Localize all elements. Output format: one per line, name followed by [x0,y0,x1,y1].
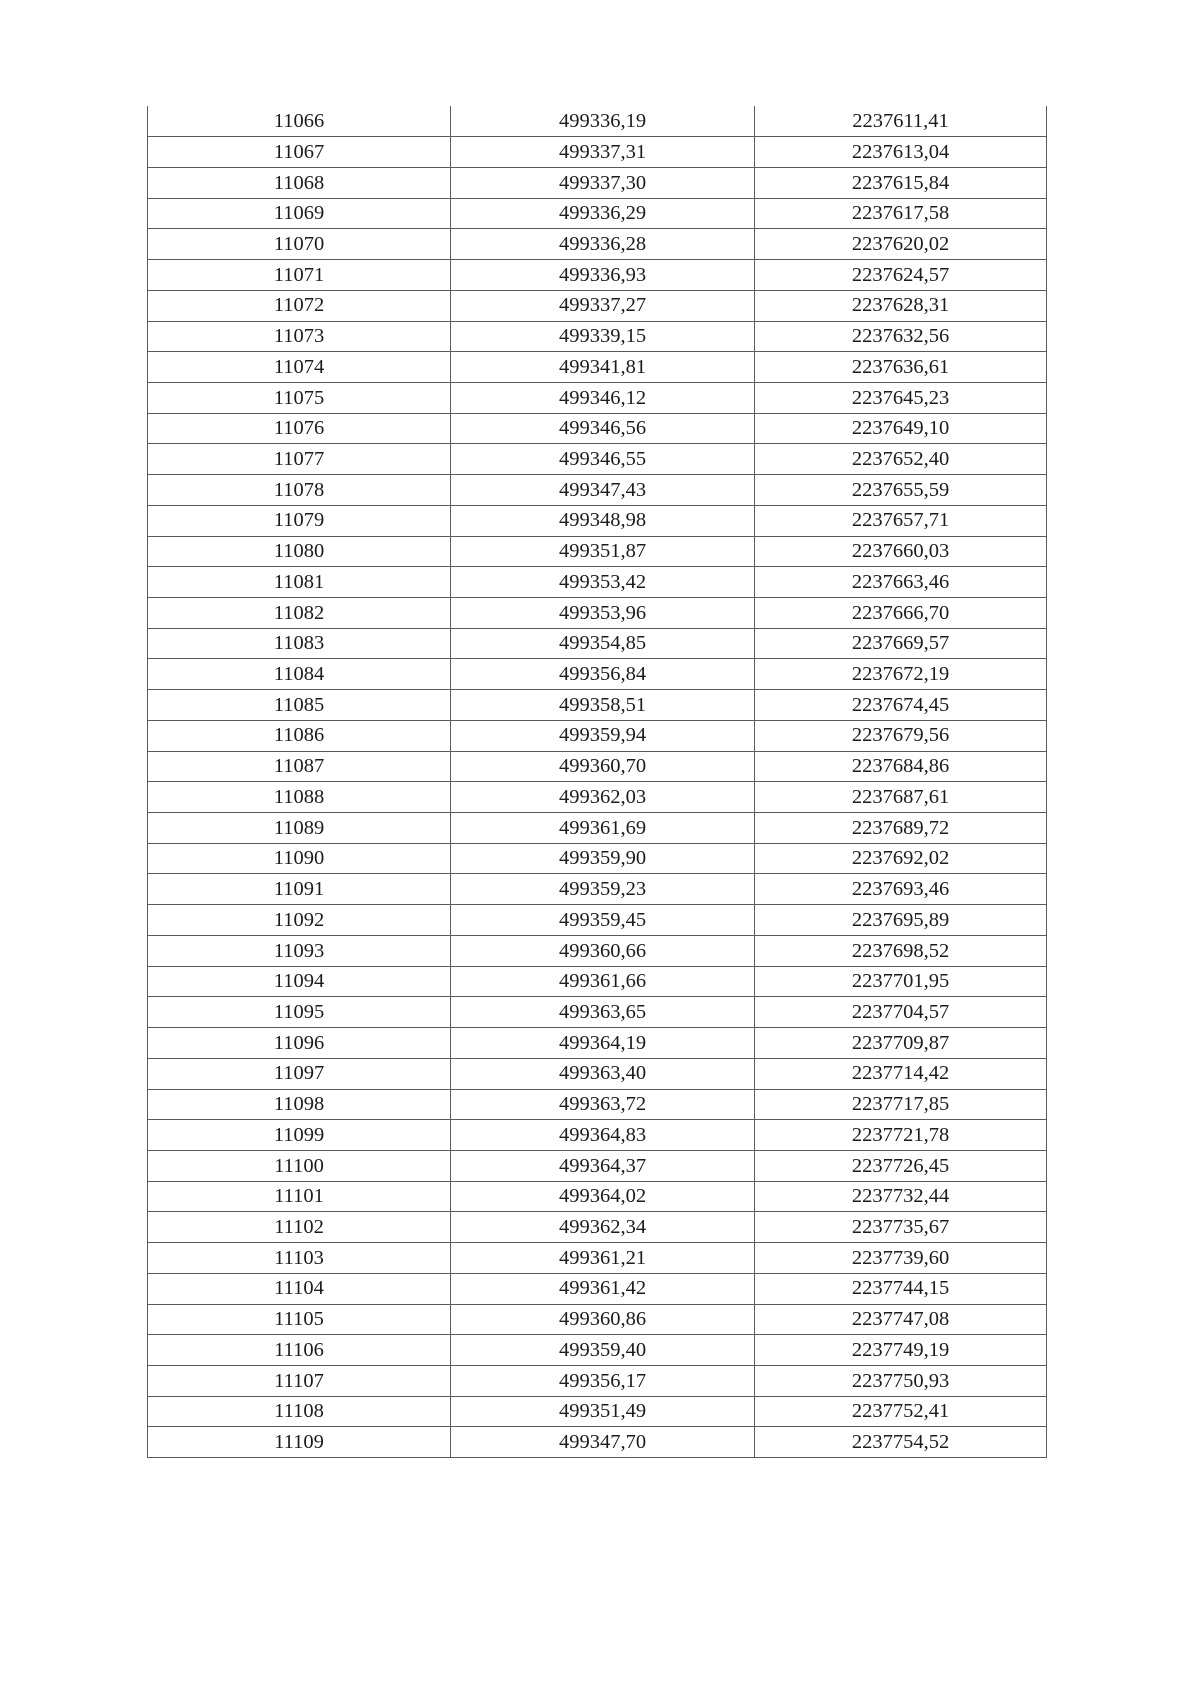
table-row [148,720,1047,751]
coordinate-2-cell: 2237721,78 [755,1120,1047,1151]
point-number-cell: 11098 [148,1089,451,1120]
point-number-cell: 11086 [148,720,451,751]
coordinate-2-cell: 2237750,93 [755,1365,1047,1396]
coordinate-2-cell: 2237744,15 [755,1273,1047,1304]
coordinate-1-cell: 499337,27 [451,290,755,321]
table-row [148,751,1047,782]
coordinate-1-cell: 499351,49 [451,1396,755,1427]
coordinate-1-cell: 499359,23 [451,874,755,905]
table-row [148,966,1047,997]
coordinate-2-cell: 2237620,02 [755,229,1047,260]
point-number-cell: 11109 [148,1427,451,1458]
coordinate-2-cell: 2237617,58 [755,198,1047,229]
point-number-cell: 11100 [148,1150,451,1181]
coordinate-1-cell: 499360,66 [451,935,755,966]
coordinate-1-cell: 499362,34 [451,1212,755,1243]
coordinate-2-cell: 2237693,46 [755,874,1047,905]
coordinate-1-cell: 499346,12 [451,382,755,413]
point-number-cell: 11096 [148,1028,451,1059]
point-number-cell: 11102 [148,1212,451,1243]
table-row [148,137,1047,168]
table-row [148,905,1047,936]
coordinate-2-cell: 2237695,89 [755,905,1047,936]
point-number-cell: 11088 [148,782,451,813]
point-number-cell: 11074 [148,352,451,383]
coordinate-2-cell: 2237615,84 [755,167,1047,198]
coordinate-1-cell: 499346,56 [451,413,755,444]
coordinate-1-cell: 499358,51 [451,690,755,721]
table-row [148,628,1047,659]
table-row [148,874,1047,905]
point-number-cell: 11089 [148,813,451,844]
point-number-cell: 11108 [148,1396,451,1427]
coordinate-1-cell: 499361,21 [451,1243,755,1274]
table-row [148,1365,1047,1396]
coordinate-2-cell: 2237735,67 [755,1212,1047,1243]
coordinate-2-cell: 2237747,08 [755,1304,1047,1335]
coordinate-1-cell: 499361,42 [451,1273,755,1304]
point-number-cell: 11101 [148,1181,451,1212]
coordinate-2-cell: 2237652,40 [755,444,1047,475]
coordinate-2-cell: 2237749,19 [755,1335,1047,1366]
point-number-cell: 11087 [148,751,451,782]
table-row [148,413,1047,444]
coordinate-1-cell: 499359,40 [451,1335,755,1366]
table-row [148,290,1047,321]
point-number-cell: 11078 [148,475,451,506]
point-number-cell: 11084 [148,659,451,690]
coordinate-1-cell: 499336,29 [451,198,755,229]
point-number-cell: 11083 [148,628,451,659]
point-number-cell: 11092 [148,905,451,936]
coordinate-1-cell: 499337,31 [451,137,755,168]
point-number-cell: 11107 [148,1365,451,1396]
table-row [148,598,1047,629]
coordinate-1-cell: 499360,70 [451,751,755,782]
point-number-cell: 11099 [148,1120,451,1151]
table-row [148,659,1047,690]
coordinate-table-body [148,106,1047,1458]
point-number-cell: 11093 [148,935,451,966]
coordinate-2-cell: 2237679,56 [755,720,1047,751]
coordinate-1-cell: 499364,37 [451,1150,755,1181]
table-row [148,1427,1047,1458]
coordinate-1-cell: 499364,02 [451,1181,755,1212]
coordinate-2-cell: 2237613,04 [755,137,1047,168]
table-row [148,444,1047,475]
table-row [148,1212,1047,1243]
coordinate-1-cell: 499348,98 [451,505,755,536]
coordinate-2-cell: 2237655,59 [755,475,1047,506]
coordinate-2-cell: 2237672,19 [755,659,1047,690]
coordinate-2-cell: 2237660,03 [755,536,1047,567]
coordinate-2-cell: 2237709,87 [755,1028,1047,1059]
coordinate-2-cell: 2237666,70 [755,598,1047,629]
table-row [148,843,1047,874]
table-row [148,1304,1047,1335]
table-row [148,1120,1047,1151]
coordinate-2-cell: 2237684,86 [755,751,1047,782]
coordinate-2-cell: 2237714,42 [755,1058,1047,1089]
table-row [148,997,1047,1028]
coordinate-1-cell: 499336,93 [451,260,755,291]
coordinate-1-cell: 499359,90 [451,843,755,874]
coordinate-1-cell: 499362,03 [451,782,755,813]
point-number-cell: 11066 [148,106,451,137]
point-number-cell: 11068 [148,167,451,198]
table-row [148,475,1047,506]
table-row [148,167,1047,198]
coordinate-2-cell: 2237704,57 [755,997,1047,1028]
coordinate-2-cell: 2237624,57 [755,260,1047,291]
table-row [148,935,1047,966]
coordinate-2-cell: 2237611,41 [755,106,1047,137]
coordinate-1-cell: 499353,96 [451,598,755,629]
coordinate-1-cell: 499354,85 [451,628,755,659]
coordinate-1-cell: 499337,30 [451,167,755,198]
coordinate-table [147,106,1047,1458]
coordinate-1-cell: 499361,66 [451,966,755,997]
point-number-cell: 11106 [148,1335,451,1366]
point-number-cell: 11095 [148,997,451,1028]
table-row [148,260,1047,291]
table-row [148,567,1047,598]
point-number-cell: 11085 [148,690,451,721]
point-number-cell: 11104 [148,1273,451,1304]
coordinate-2-cell: 2237689,72 [755,813,1047,844]
point-number-cell: 11094 [148,966,451,997]
coordinate-1-cell: 499356,84 [451,659,755,690]
coordinate-2-cell: 2237698,52 [755,935,1047,966]
coordinate-1-cell: 499363,72 [451,1089,755,1120]
table-row [148,1181,1047,1212]
coordinate-1-cell: 499351,87 [451,536,755,567]
table-row [148,690,1047,721]
coordinate-1-cell: 499353,42 [451,567,755,598]
table-row [148,536,1047,567]
point-number-cell: 11105 [148,1304,451,1335]
coordinate-2-cell: 2237687,61 [755,782,1047,813]
coordinate-1-cell: 499361,69 [451,813,755,844]
coordinate-2-cell: 2237645,23 [755,382,1047,413]
coordinate-1-cell: 499336,19 [451,106,755,137]
table-row [148,1273,1047,1304]
coordinate-2-cell: 2237632,56 [755,321,1047,352]
table-row [148,229,1047,260]
coordinate-2-cell: 2237739,60 [755,1243,1047,1274]
coordinate-1-cell: 499363,65 [451,997,755,1028]
point-number-cell: 11080 [148,536,451,567]
point-number-cell: 11097 [148,1058,451,1089]
point-number-cell: 11067 [148,137,451,168]
coordinate-1-cell: 499346,55 [451,444,755,475]
table-row [148,1089,1047,1120]
table-row [148,321,1047,352]
table-row [148,1028,1047,1059]
point-number-cell: 11082 [148,598,451,629]
point-number-cell: 11091 [148,874,451,905]
point-number-cell: 11090 [148,843,451,874]
coordinate-2-cell: 2237674,45 [755,690,1047,721]
coordinate-1-cell: 499364,83 [451,1120,755,1151]
coordinate-2-cell: 2237701,95 [755,966,1047,997]
coordinate-1-cell: 499363,40 [451,1058,755,1089]
point-number-cell: 11073 [148,321,451,352]
point-number-cell: 11069 [148,198,451,229]
table-row [148,1150,1047,1181]
point-number-cell: 11072 [148,290,451,321]
table-row [148,1058,1047,1089]
coordinate-1-cell: 499336,28 [451,229,755,260]
table-row [148,352,1047,383]
coordinate-2-cell: 2237657,71 [755,505,1047,536]
coordinate-1-cell: 499339,15 [451,321,755,352]
table-row [148,198,1047,229]
coordinate-1-cell: 499364,19 [451,1028,755,1059]
coordinate-2-cell: 2237669,57 [755,628,1047,659]
coordinate-1-cell: 499359,94 [451,720,755,751]
coordinate-1-cell: 499359,45 [451,905,755,936]
table-row [148,1335,1047,1366]
point-number-cell: 11079 [148,505,451,536]
table-row [148,1396,1047,1427]
coordinate-2-cell: 2237726,45 [755,1150,1047,1181]
table-row [148,813,1047,844]
table-row [148,505,1047,536]
table-row [148,382,1047,413]
coordinate-2-cell: 2237752,41 [755,1396,1047,1427]
coordinate-2-cell: 2237692,02 [755,843,1047,874]
table-row [148,106,1047,137]
point-number-cell: 11070 [148,229,451,260]
coordinate-1-cell: 499347,70 [451,1427,755,1458]
coordinate-2-cell: 2237717,85 [755,1089,1047,1120]
point-number-cell: 11076 [148,413,451,444]
table-row [148,1243,1047,1274]
coordinate-2-cell: 2237628,31 [755,290,1047,321]
coordinate-1-cell: 499341,81 [451,352,755,383]
point-number-cell: 11103 [148,1243,451,1274]
point-number-cell: 11077 [148,444,451,475]
coordinate-2-cell: 2237663,46 [755,567,1047,598]
point-number-cell: 11081 [148,567,451,598]
coordinate-1-cell: 499356,17 [451,1365,755,1396]
coordinate-1-cell: 499347,43 [451,475,755,506]
table-row [148,782,1047,813]
point-number-cell: 11075 [148,382,451,413]
coordinate-2-cell: 2237649,10 [755,413,1047,444]
point-number-cell: 11071 [148,260,451,291]
coordinate-1-cell: 499360,86 [451,1304,755,1335]
coordinate-2-cell: 2237732,44 [755,1181,1047,1212]
coordinate-2-cell: 2237636,61 [755,352,1047,383]
coordinate-2-cell: 2237754,52 [755,1427,1047,1458]
